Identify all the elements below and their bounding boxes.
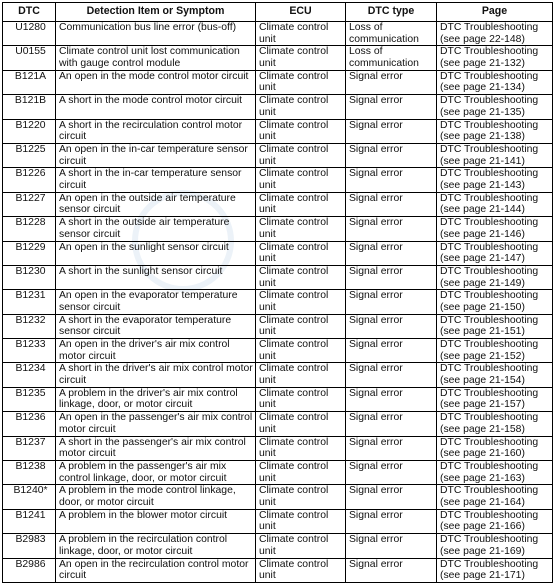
- symptom-cell: A short in the driver's air mix control motor circuit: [56, 363, 256, 387]
- table-row: [3, 436, 553, 460]
- dtc-code-cell: B1233: [3, 339, 56, 363]
- dtc-code-cell: B1240*: [3, 485, 56, 509]
- ecu-cell: Climate control unit: [256, 70, 346, 94]
- ecu-cell: Climate control unit: [256, 412, 346, 436]
- dtc-code-cell: B1228: [3, 217, 56, 241]
- ecu-cell: Climate control unit: [256, 22, 346, 46]
- dtc-code-cell: U1280: [3, 22, 56, 46]
- ecu-cell: Climate control unit: [256, 314, 346, 338]
- page-reference-cell: DTC Troubleshooting (see page 21-132): [437, 46, 553, 70]
- dtc-code-cell: B1232: [3, 314, 56, 338]
- page-reference-cell: DTC Troubleshooting (see page 21-152): [437, 339, 553, 363]
- dtc-code-cell: B121B: [3, 95, 56, 119]
- table-row: [3, 22, 553, 46]
- ecu-cell: Climate control unit: [256, 363, 346, 387]
- dtc-type-cell: Loss of communication: [346, 46, 437, 70]
- page-reference-cell: DTC Troubleshooting (see page 21-151): [437, 314, 553, 338]
- table-row: [3, 558, 553, 582]
- symptom-cell: A short in the passenger's air mix control motor circuit: [56, 436, 256, 460]
- symptom-cell: A problem in the driver's air mix control linkage, door, or motor circuit: [56, 387, 256, 411]
- page-reference-cell: DTC Troubleshooting (see page 21-158): [437, 412, 553, 436]
- table-body: [3, 22, 553, 583]
- dtc-code-cell: B1225: [3, 143, 56, 167]
- page-reference-cell: DTC Troubleshooting (see page 21-144): [437, 192, 553, 216]
- symptom-cell: An open in the in-car temperature sensor circuit: [56, 143, 256, 167]
- page-reference-cell: DTC Troubleshooting (see page 21-134): [437, 70, 553, 94]
- table-row: [3, 70, 553, 94]
- symptom-cell: A short in the in-car temperature sensor circuit: [56, 168, 256, 192]
- page-reference-cell: DTC Troubleshooting (see page 21-143): [437, 168, 553, 192]
- table-row: [3, 387, 553, 411]
- symptom-cell: An open in the mode control motor circuit: [56, 70, 256, 94]
- symptom-cell: A short in the mode control motor circuit: [56, 95, 256, 119]
- dtc-type-cell: Signal error: [346, 412, 437, 436]
- page-reference-cell: DTC Troubleshooting (see page 21-141): [437, 143, 553, 167]
- dtc-type-cell: Signal error: [346, 217, 437, 241]
- dtc-type-cell: Signal error: [346, 95, 437, 119]
- ecu-cell: Climate control unit: [256, 192, 346, 216]
- header-dtc-type: DTC type: [346, 3, 437, 22]
- dtc-type-cell: Signal error: [346, 314, 437, 338]
- ecu-cell: Climate control unit: [256, 241, 346, 265]
- header-ecu: ECU: [256, 3, 346, 22]
- table-row: [3, 534, 553, 558]
- dtc-code-cell: B1241: [3, 509, 56, 533]
- ecu-cell: Climate control unit: [256, 168, 346, 192]
- table-row: [3, 241, 553, 265]
- page-reference-cell: DTC Troubleshooting (see page 21-149): [437, 265, 553, 289]
- ecu-cell: Climate control unit: [256, 95, 346, 119]
- dtc-type-cell: Signal error: [346, 387, 437, 411]
- dtc-code-cell: B2986: [3, 558, 56, 582]
- dtc-code-cell: B121A: [3, 70, 56, 94]
- header-symptom: Detection Item or Symptom: [56, 3, 256, 22]
- dtc-type-cell: Loss of communication: [346, 22, 437, 46]
- table-row: [3, 363, 553, 387]
- header-page: Page: [437, 3, 553, 22]
- ecu-cell: Climate control unit: [256, 265, 346, 289]
- symptom-cell: A problem in the mode control linkage, door, or motor circuit: [56, 485, 256, 509]
- dtc-type-cell: Signal error: [346, 363, 437, 387]
- dtc-code-cell: U0155: [3, 46, 56, 70]
- symptom-cell: A problem in the passenger's air mix control linkage, door, or motor circuit: [56, 461, 256, 485]
- table-row: [3, 119, 553, 143]
- ecu-cell: Climate control unit: [256, 46, 346, 70]
- dtc-type-cell: Signal error: [346, 339, 437, 363]
- ecu-cell: Climate control unit: [256, 217, 346, 241]
- symptom-cell: An open in the outside air temperature sensor circuit: [56, 192, 256, 216]
- page-reference-cell: DTC Troubleshooting (see page 21-164): [437, 485, 553, 509]
- page-reference-cell: DTC Troubleshooting (see page 21-163): [437, 461, 553, 485]
- table-row: [3, 95, 553, 119]
- symptom-cell: A problem in the blower motor circuit: [56, 509, 256, 533]
- dtc-table: [2, 2, 553, 583]
- ecu-cell: Climate control unit: [256, 339, 346, 363]
- page-reference-cell: DTC Troubleshooting (see page 21-160): [437, 436, 553, 460]
- symptom-cell: A problem in the recirculation control linkage, door, or motor circuit: [56, 534, 256, 558]
- dtc-code-cell: B1237: [3, 436, 56, 460]
- dtc-code-cell: B1235: [3, 387, 56, 411]
- symptom-cell: A short in the evaporator temperature sensor circuit: [56, 314, 256, 338]
- dtc-type-cell: Signal error: [346, 119, 437, 143]
- dtc-code-cell: B1236: [3, 412, 56, 436]
- ecu-cell: Climate control unit: [256, 534, 346, 558]
- table-row: [3, 46, 553, 70]
- table-row: [3, 339, 553, 363]
- table-row: [3, 192, 553, 216]
- dtc-code-cell: B1227: [3, 192, 56, 216]
- table-row: [3, 485, 553, 509]
- ecu-cell: Climate control unit: [256, 509, 346, 533]
- dtc-type-cell: Signal error: [346, 192, 437, 216]
- table-row: [3, 168, 553, 192]
- ecu-cell: Climate control unit: [256, 119, 346, 143]
- page-reference-cell: DTC Troubleshooting (see page 21-157): [437, 387, 553, 411]
- page-reference-cell: DTC Troubleshooting (see page 21-135): [437, 95, 553, 119]
- page-reference-cell: DTC Troubleshooting (see page 21-147): [437, 241, 553, 265]
- dtc-code-cell: B1234: [3, 363, 56, 387]
- dtc-code-cell: B1226: [3, 168, 56, 192]
- dtc-code-cell: B1231: [3, 290, 56, 314]
- table-row: [3, 265, 553, 289]
- ecu-cell: Climate control unit: [256, 143, 346, 167]
- ecu-cell: Climate control unit: [256, 387, 346, 411]
- page-reference-cell: DTC Troubleshooting (see page 21-138): [437, 119, 553, 143]
- dtc-code-cell: B1230: [3, 265, 56, 289]
- dtc-type-cell: Signal error: [346, 143, 437, 167]
- table-row: [3, 461, 553, 485]
- dtc-type-cell: Signal error: [346, 265, 437, 289]
- dtc-code-cell: B2983: [3, 534, 56, 558]
- dtc-type-cell: Signal error: [346, 168, 437, 192]
- page-reference-cell: DTC Troubleshooting (see page 22-148): [437, 22, 553, 46]
- page-reference-cell: DTC Troubleshooting (see page 21-154): [437, 363, 553, 387]
- page-reference-cell: DTC Troubleshooting (see page 21-169): [437, 534, 553, 558]
- ecu-cell: Climate control unit: [256, 485, 346, 509]
- page-reference-cell: DTC Troubleshooting (see page 21-146): [437, 217, 553, 241]
- dtc-type-cell: Signal error: [346, 436, 437, 460]
- page-reference-cell: DTC Troubleshooting (see page 21-150): [437, 290, 553, 314]
- table-row: [3, 314, 553, 338]
- page-reference-cell: DTC Troubleshooting (see page 21-171): [437, 558, 553, 582]
- symptom-cell: Climate control unit lost communication with gauge control module: [56, 46, 256, 70]
- symptom-cell: A short in the sunlight sensor circuit: [56, 265, 256, 289]
- ecu-cell: Climate control unit: [256, 436, 346, 460]
- table-row: [3, 290, 553, 314]
- ecu-cell: Climate control unit: [256, 558, 346, 582]
- ecu-cell: Climate control unit: [256, 461, 346, 485]
- ecu-cell: Climate control unit: [256, 290, 346, 314]
- symptom-cell: Communication bus line error (bus-off): [56, 22, 256, 46]
- dtc-type-cell: Signal error: [346, 461, 437, 485]
- header-dtc: DTC: [3, 3, 56, 22]
- dtc-type-cell: Signal error: [346, 241, 437, 265]
- table-row: [3, 217, 553, 241]
- table-row: [3, 412, 553, 436]
- header-row: [3, 3, 553, 22]
- table-row: [3, 509, 553, 533]
- symptom-cell: A short in the recirculation control motor circuit: [56, 119, 256, 143]
- dtc-code-cell: B1238: [3, 461, 56, 485]
- dtc-type-cell: Signal error: [346, 290, 437, 314]
- symptom-cell: An open in the recirculation control motor circuit: [56, 558, 256, 582]
- dtc-code-cell: B1220: [3, 119, 56, 143]
- dtc-type-cell: Signal error: [346, 485, 437, 509]
- page-reference-cell: DTC Troubleshooting (see page 21-166): [437, 509, 553, 533]
- dtc-type-cell: Signal error: [346, 509, 437, 533]
- symptom-cell: An open in the evaporator temperature sensor circuit: [56, 290, 256, 314]
- table-row: [3, 143, 553, 167]
- dtc-type-cell: Signal error: [346, 558, 437, 582]
- symptom-cell: An open in the sunlight sensor circuit: [56, 241, 256, 265]
- dtc-type-cell: Signal error: [346, 70, 437, 94]
- symptom-cell: An open in the driver's air mix control motor circuit: [56, 339, 256, 363]
- symptom-cell: An open in the passenger's air mix control motor circuit: [56, 412, 256, 436]
- symptom-cell: A short in the outside air temperature sensor circuit: [56, 217, 256, 241]
- dtc-code-cell: B1229: [3, 241, 56, 265]
- dtc-type-cell: Signal error: [346, 534, 437, 558]
